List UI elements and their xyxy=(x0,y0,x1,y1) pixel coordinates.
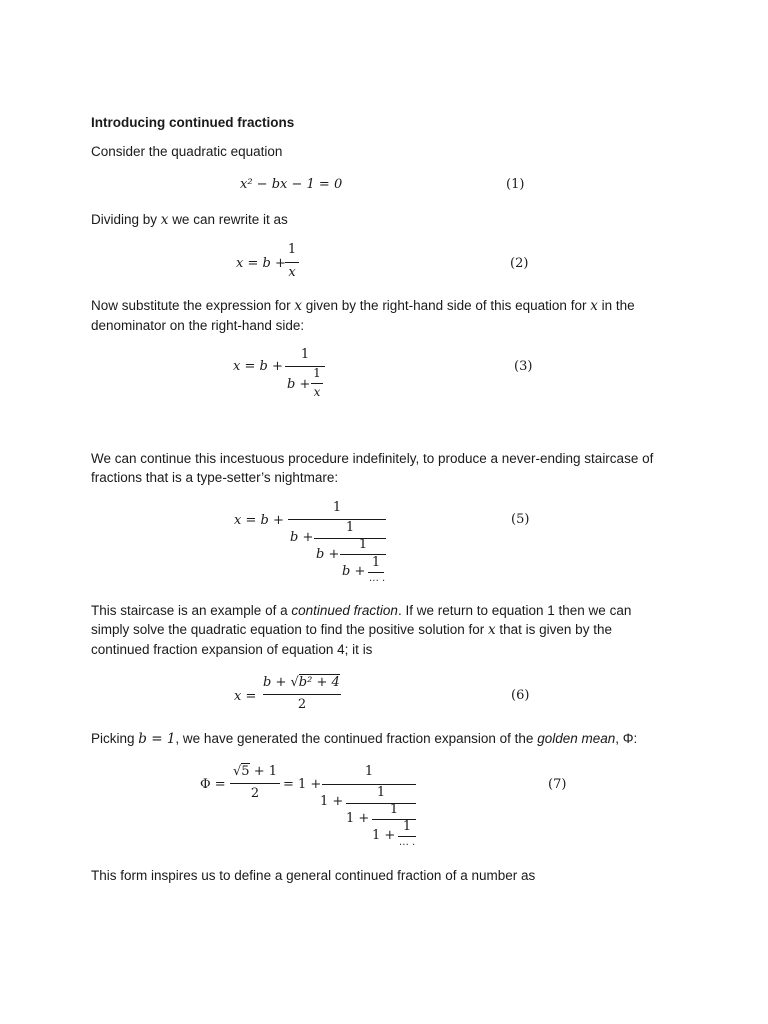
paragraph-substitute: Now substitute the expression for x given by the right-hand side of this equation for x in the denominator on the right-hand side: xyxy=(91,298,635,333)
equation-7-number: (7) xyxy=(548,777,567,792)
eq2-numerator: 1 xyxy=(287,242,297,257)
equation-1: x² − bx − 1 = 0 xyxy=(240,177,343,192)
paragraph-golden-mean: Picking b = 1, we have generated the continued fraction expansion of the golden mean, Φ: xyxy=(91,731,638,747)
equation-3-number: (3) xyxy=(514,359,533,374)
equation-6-number: (6) xyxy=(511,688,530,703)
eq2-fraction-bar xyxy=(285,262,299,263)
paragraph-dividing: Dividing by x we can rewrite it as xyxy=(91,212,288,228)
document-page: Introducing continued fractions Consider the quadratic equation x² − bx − 1 = 0 (1) Dividing by x we can rewrite it as x = b + 1 x (2) Now substitute the expression for x given by the right-hand side of this equation for x in the denominator on the right-hand side: x = b + 1 b + 1 x (3) We can continue this incestuous procedure indefinitely, to produce a never-ending staircase of fractions that is a type-setter’s nightmare: x = b + 1 b + 1 b + 1 b + 1 … . (5) This staircase is an example of a continued fraction. If we return to equation 1 then we can simply solve the quadratic equation to find the positive solution for x that is given by the continued fraction expansion of equation 4; it is x = b + √b² + 4 2 (6) Picking b = 1, we have generated the continued fraction expansion of the golden mean, Φ: Φ = √5 + 1 2 = 1 + 1 1 + 1 1 + 1 1 + 1 … . (7) This form inspires us to define a general continued fraction of a number as xyxy=(0,0,768,1024)
eq2-denominator: x xyxy=(288,265,296,280)
equation-2-number: (2) xyxy=(510,256,529,271)
paragraph-general-form: This form inspires us to define a general continued fraction of a number as xyxy=(91,868,536,883)
paragraph-staircase: We can continue this incestuous procedure indefinitely, to produce a never-ending staircase of fractions that is a type-setter’s nightmare: xyxy=(91,451,654,485)
section-heading: Introducing continued fractions xyxy=(91,115,295,130)
paragraph-intro: Consider the quadratic equation xyxy=(91,144,283,159)
paragraph-continued-fraction: This staircase is an example of a continued fraction. If we return to equation 1 then we can simply solve the quadratic equation to find the positive solution for x that is given by the continued fraction expansion of equation 4; it is xyxy=(91,603,632,657)
equation-1-number: (1) xyxy=(506,177,525,192)
equation-5-number: (5) xyxy=(511,512,530,527)
